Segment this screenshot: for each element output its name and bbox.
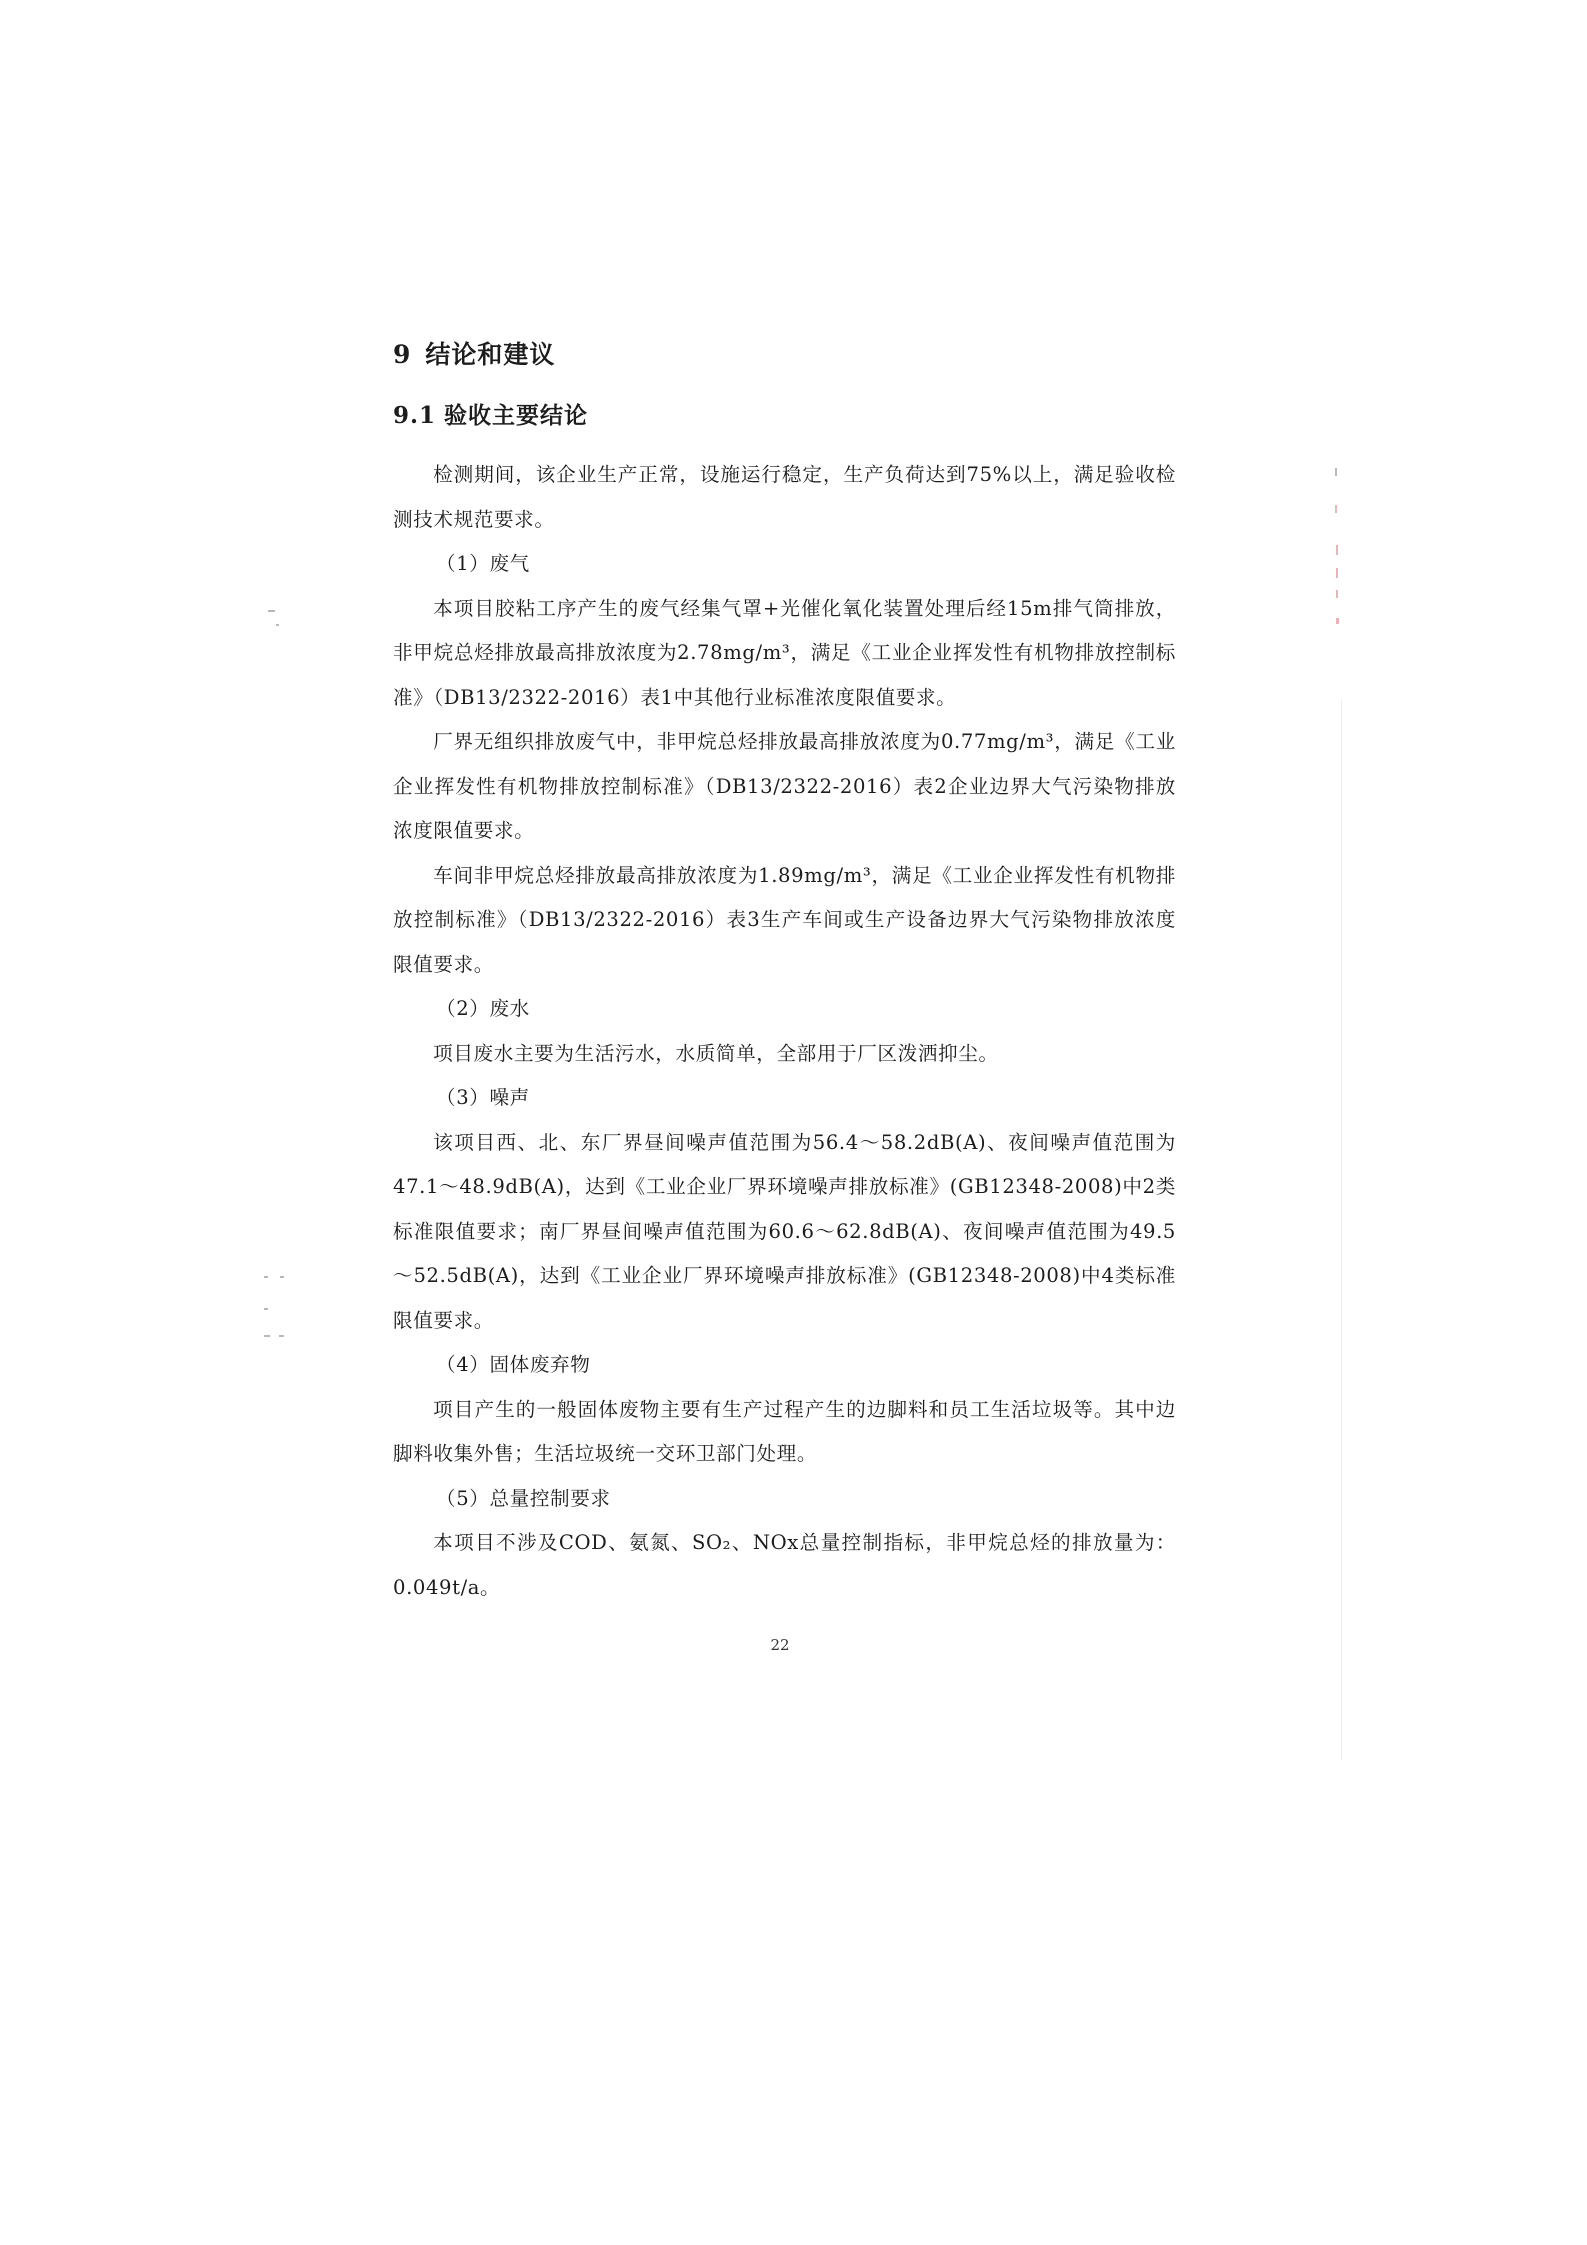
waste-gas-paragraph-1: 本项目胶粘工序产生的废气经集气罩+光催化氧化装置处理后经15m排气筒排放，非甲烷总烃排放最高排放浓度为2.78mg/m³，满足《工业企业挥发性有机物排放控制标准》（DB13/2322-2016）表1中其他行业标准浓度限值要求。	[393, 596, 1176, 709]
section-number: 9	[393, 340, 412, 369]
scan-artifact	[1335, 468, 1337, 476]
scan-artifact	[280, 1276, 284, 1278]
scan-artifact	[268, 610, 275, 612]
scan-artifact	[264, 1276, 268, 1278]
scan-artifact	[279, 1335, 284, 1337]
scan-artifact	[1336, 618, 1339, 624]
waste-gas-heading: （1）废气	[436, 552, 530, 575]
total-control-paragraph: 本项目不涉及COD、氨氮、SO₂、NOx总量控制指标，非甲烷总烃的排放量为：0.049t/a。	[393, 1531, 1176, 1599]
scan-artifact	[1336, 568, 1338, 578]
scan-artifact	[1335, 505, 1337, 513]
section-heading	[393, 335, 1176, 375]
waste-gas-paragraph-2: 厂界无组织排放废气中，非甲烷总烃排放最高排放浓度为0.77mg/m³，满足《工业企业挥发性有机物排放控制标准》（DB13/2322-2016）表2企业边界大气污染物排放浓度限值要求。	[393, 730, 1176, 842]
subsection-title: 验收主要结论	[444, 402, 589, 429]
document-body	[393, 335, 1176, 1610]
scan-artifact	[264, 1335, 270, 1337]
solid-waste-paragraph: 项目产生的一般固体废物主要有生产过程产生的边脚料和员工生活垃圾等。其中边脚料收集外售；生活垃圾统一交环卫部门处理。	[393, 1397, 1176, 1465]
waste-gas-paragraph-3: 车间非甲烷总烃排放最高排放浓度为1.89mg/m³，满足《工业企业挥发性有机物排放控制标准》（DB13/2322-2016）表3生产车间或生产设备边界大气污染物排放浓度限值要求。	[393, 863, 1176, 976]
subsection-number: 9.1	[393, 402, 437, 429]
noise-heading: （3）噪声	[436, 1086, 530, 1109]
waste-water-heading: （2）废水	[436, 997, 530, 1020]
total-control-heading: （5）总量控制要求	[436, 1486, 611, 1510]
subsection-heading	[393, 397, 1176, 435]
waste-water-paragraph: 项目废水主要为生活污水，水质简单，全部用于厂区泼洒抑尘。	[433, 1041, 999, 1065]
scan-artifact	[1336, 590, 1338, 598]
scan-artifact	[264, 1308, 268, 1310]
solid-waste-heading: （4）固体废弃物	[436, 1353, 591, 1376]
page-number: 22	[770, 1636, 790, 1654]
scan-artifact	[1336, 545, 1338, 555]
section-title: 结论和建议	[425, 340, 556, 369]
scan-artifact	[276, 624, 279, 626]
noise-paragraph: 该项目西、北、东厂界昼间噪声值范围为56.4～58.2dB(A)、夜间噪声值范围为47.1～48.9dB(A)，达到《工业企业厂界环境噪声排放标准》(GB12348-2008)中2类标准限值要求；南厂界昼间噪声值范围为60.6～62.8dB(A)、夜间噪声值范围为49.5～52.5dB(A)，达到《工业企业厂界环境噪声排放标准》(GB12348-2008)中4类标准限值要求。	[393, 1130, 1176, 1332]
scan-artifact	[1341, 700, 1342, 1760]
intro-paragraph: 检测期间，该企业生产正常，设施运行稳定，生产负荷达到75%以上，满足验收检测技术规范要求。	[393, 463, 1176, 531]
